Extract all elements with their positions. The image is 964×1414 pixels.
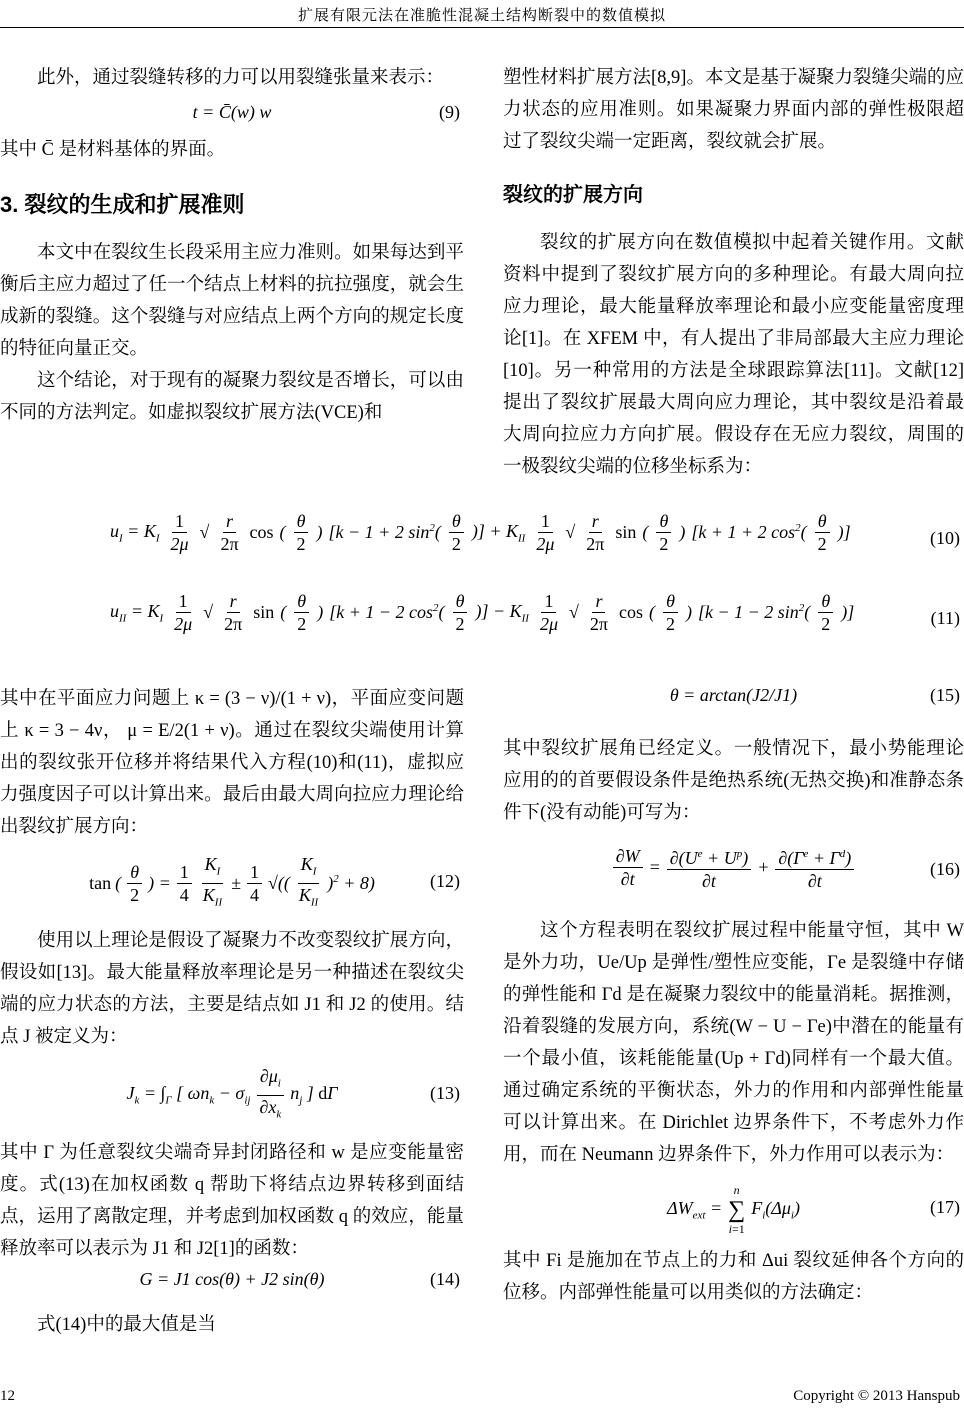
- equation-number: (13): [430, 1083, 460, 1103]
- equation-number: (15): [930, 685, 960, 705]
- paragraph: 其中 Γ 为任意裂纹尖端奇异封闭路径和 w 是应变能量密度。式(13)在加权函数 q 帮助下将结点边界转移到面结点，运用了离散定理，并考虑到加权函数 q 的效应，能量释放率可以表示为 J1 和 J2[1]的函数：: [0, 1143, 464, 1259]
- equation-14: [0, 1265, 464, 1303]
- fraction: $\frac{1}{4}$: [247, 861, 262, 906]
- paragraph: 这个结论，对于现有的凝聚力裂纹是否增长，可以由不同的方法判定。如虚拟裂纹扩展方法(VCE)和: [0, 371, 464, 423]
- equation-body: t = C̄(w) w: [192, 102, 272, 122]
- paragraph: 裂纹的扩展方向在数值模拟中起着关键作用。文献资料中提到了裂纹扩展方向的多种理论。有最大周向拉应力理论，最大能量释放率理论和最小应变能量密度理论[1]。在 XFEM 中，有人提出了非局部最大主应力理论[10]。另一种常用的方法是全球跟踪算法[11]。文献[12]提出了裂纹扩展最大周向应力理论，其中裂纹是沿着最大周向拉应力方向扩展。假设存在无应力裂纹，周围的一极裂纹尖端的位移坐标系为：: [503, 233, 964, 477]
- fraction: $\frac{\theta}{2}$: [452, 590, 467, 635]
- fraction: $\frac{\partial(\Gamma^e + \Gamma^d)}{\partial t}$: [775, 843, 854, 892]
- equation-number: (9): [439, 102, 460, 122]
- paragraph: 其中 Fi 是施加在节点上的力和 Δui 裂纹延伸各个方向的位移。内部弹性能量可以用类似的方法确定：: [503, 1251, 964, 1303]
- right-column-top: [503, 40, 964, 483]
- fraction: $\frac{K_I}{K_{II}}$: [202, 854, 223, 909]
- fraction: $\frac{\theta}{2}$: [294, 510, 309, 555]
- fraction: $\frac{1}{2\mu}$: [170, 511, 189, 554]
- equation-number: (16): [930, 859, 960, 879]
- fraction: $\frac{1}{4}$: [177, 861, 192, 906]
- fraction: $\frac{r}{2\pi}$: [586, 511, 605, 554]
- fraction: $\frac{\theta}{2}$: [818, 590, 833, 635]
- left-column-bottom: [0, 683, 464, 1341]
- fraction: $\frac{1}{2\mu}$: [539, 591, 559, 634]
- fraction: $\frac{\theta}{2}$: [449, 510, 464, 555]
- fraction: $\frac{r}{2\pi}$: [220, 511, 239, 554]
- paragraph: 其中在平面应力问题上 κ = (3 − ν)/(1 + ν)，平面应变问题上 κ = 3 − 4ν， μ = E/2(1 + ν)。通过在裂纹尖端使用计算出的裂纹张开位移并将结果代入方程(10)和(11)，虚拟应力强度因子可以计算出来。最后由最大周向拉应力理论给出裂纹扩展方向：: [0, 689, 464, 837]
- equation-11: $u_{II} = K_I$ $\frac{1}{2\mu}$ √ $\frac{r}{2\pi}$ sin ( $\frac{\theta}{2}$ ) [k + 1 − 2 $\cos^2$( $\frac{\theta}{2}$ )] − $K_{II}$ $\frac{1}{2\mu}$ √ $\frac{r}{2\pi}$ cos ( $\frac{\theta}{2}$ ) [k − 1 − 2 $\sin^2$( $\frac{\theta}{2}$ )]: [110, 591, 855, 634]
- fraction: $\frac{\theta}{2}$: [294, 590, 309, 635]
- paragraph: 其中裂纹扩展角已经定义。一般情况下，最小势能理论应用的的首要假设条件是绝热系统(无热交换)和准静态条件下(没有动能)可写为：: [503, 739, 964, 823]
- equation-number: (14): [430, 1269, 460, 1289]
- fraction: $\frac{\theta}{2}$: [663, 590, 678, 635]
- page-number: 12: [0, 1388, 15, 1404]
- equation-number: (10): [930, 528, 960, 548]
- fraction: $\frac{\theta}{2}$: [815, 510, 830, 555]
- fraction: $\frac{r}{2\pi}$: [589, 591, 608, 634]
- equation-10: $u_I = K_I$ $\frac{1}{2\mu}$ √ $\frac{r}{2\pi}$ cos ( $\frac{\theta}{2}$ ) [k − 1 + 2 $\sin^2$( $\frac{\theta}{2}$ )] + $K_{II}$ $\frac{1}{2\mu}$ √ $\frac{r}{2\pi}$ sin ( $\frac{\theta}{2}$ ) [k + 1 + 2 $\cos^2$( $\frac{\theta}{2}$ )]: [110, 511, 851, 554]
- equation-12: tan ( $\frac{\theta}{2}$ ) = $\frac{1}{4}$ $\frac{K_I}{K_{II}}$ ± $\frac{1}{4}$ √(( $\frac{K_I}{K_{II}}$ )$^2$ + 8) (12): [0, 843, 464, 925]
- right-column-bottom: [503, 683, 964, 1309]
- equation-body: G = J1 cos(θ) + J2 sin(θ): [139, 1269, 325, 1289]
- paragraph: 式(14)中的最大值是当: [37, 1315, 216, 1335]
- fraction: $\frac{\partial\mu_i}{\partial x_k}$: [256, 1065, 284, 1125]
- fraction: $\frac{1}{2\mu}$: [174, 591, 193, 634]
- paragraph: 塑性材料扩展方法[8,9]。本文是基于凝聚力裂缝尖端的应力状态的应用准则。如果凝聚力界面内部的弹性极限超过了裂纹尖端一定距离，裂纹就会扩展。: [503, 68, 964, 152]
- paragraph: 使用以上理论是假设了凝聚力不改变裂纹扩展方向，假设如[13]。最大能量释放率理论是另一种描述在裂纹尖端的应力状态的方法，主要是结点如 J1 和 J2 的使用。结点 J 被定义为：: [0, 931, 464, 1047]
- summation: n ∑ i=1: [728, 1183, 746, 1236]
- fraction: $\frac{\partial(U^e + U^p)}{\partial t}$: [667, 843, 751, 892]
- paragraph: 此外，通过裂缝转移的力可以用裂缝张量来表示：: [37, 68, 445, 88]
- fraction: $\frac{\theta}{2}$: [656, 510, 671, 555]
- section-title: 3. 裂纹的生成和扩展准则: [0, 192, 245, 217]
- equation-17: $\Delta W_{ext}$ = n ∑ i=1 $F_i(\Delta\mu_i)$ (17): [667, 1183, 960, 1236]
- fraction: $\frac{\theta}{2}$: [127, 861, 142, 906]
- equation-15: [503, 683, 964, 723]
- paragraph: 这个方程表明在裂纹扩展过程中能量守恒，其中 W 是外力功，Ue/Up 是弹性/塑性应变能，Γe 是裂缝中存储的弹性能和 Γd 是在凝聚力裂纹中的能量消耗。据推测，沿着裂缝的发展方向，系统(W − U − Γe)中潜在的能量有一个最小值，该耗能能量(Up + Γd)同样有一个最大值。通过确定系统的平衡状态，外力的作用和内部弹性能量可以计算出来。在 Dirichlet 边界条件下，不考虑外力作用，而在 Neumann 边界条件下，外力作用可以表示为：: [503, 921, 964, 1165]
- fraction: $\frac{1}{2\mu}$: [536, 511, 555, 554]
- subsection-title: 裂纹的扩展方向: [503, 184, 643, 206]
- full-width-equations: [0, 500, 964, 675]
- equation-number: (11): [930, 608, 960, 628]
- fraction: $\frac{r}{2\pi}$: [224, 591, 243, 634]
- copyright-notice: Copyright © 2013 Hanspub: [793, 1388, 960, 1404]
- left-column: [0, 40, 464, 429]
- paragraph: 本文中在裂纹生长段采用主应力准则。如果每达到平衡后主应力超过了任一个结点上材料的抗拉强度，就会生成新的裂缝。这个裂缝与对应结点上两个方向的规定长度的特征向量正交。: [0, 243, 464, 359]
- equation-16: $\frac{\partial W}{\partial t}$ = $\frac{\partial(U^e + U^p)}{\partial t}$ + $\frac{\partial(\Gamma^e + \Gamma^d)}{\partial t}$ (16): [503, 829, 964, 915]
- fraction: $\frac{\partial W}{\partial t}$: [613, 845, 643, 890]
- header-rule: [0, 27, 964, 28]
- equation-13: $J_k = \int_\Gamma$ [ $\omega n_k - \sigma_{ij}$ $\frac{\partial\mu_i}{\partial x_k}$ $n_j$ ] dΓ (13): [0, 1053, 464, 1137]
- running-header: 扩展有限元法在准脆性混凝土结构断裂中的数值模拟: [297, 8, 666, 24]
- equation-9: [0, 94, 464, 134]
- equation-number: (17): [930, 1197, 960, 1217]
- equation-number: (12): [430, 871, 460, 891]
- equation-body: θ = arctan(J2/J1): [669, 685, 798, 705]
- fraction: $\frac{K_I}{K_{II}}$: [298, 854, 319, 909]
- paragraph: 其中 C̄ 是材料基体的界面。: [0, 140, 226, 160]
